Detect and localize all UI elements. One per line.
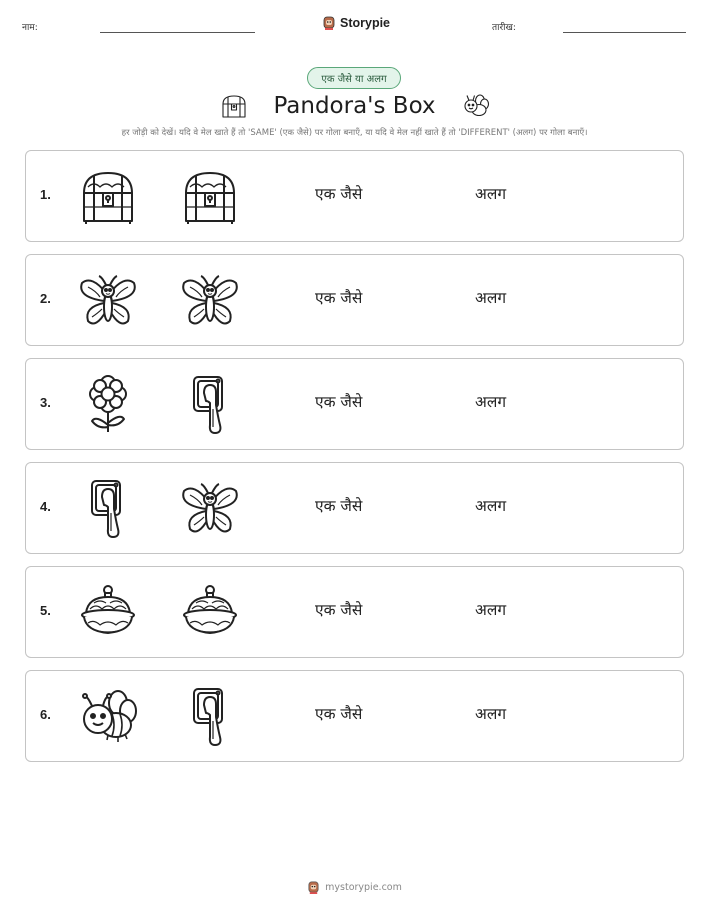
row-number: 3. [40,395,51,410]
question-row-3 [25,358,684,450]
same-option[interactable]: एक जैसे [315,497,363,515]
butterfly-icon [180,271,240,331]
jewel-box-icon [78,583,138,643]
flower-icon [78,375,138,435]
question-row-4 [25,462,684,554]
key-lock-icon [180,375,240,435]
different-option[interactable]: अलग [475,289,507,307]
key-lock-icon [78,479,138,539]
different-option[interactable]: अलग [475,601,507,619]
footer [0,880,709,895]
same-option[interactable]: एक जैसे [315,393,363,411]
date-label: तारीख: [492,23,516,33]
question-row-1 [25,150,684,242]
question-row-5 [25,566,684,658]
different-option[interactable]: अलग [475,497,507,515]
treasure-chest-icon [180,167,240,227]
different-option[interactable]: अलग [475,705,507,723]
butterfly-icon [180,479,240,539]
footer-site-link[interactable]: mystorypie.com [325,882,402,893]
instructions: हर जोड़ी को देखें। यदि वे मेल खाते हैं तो 'SAME' (एक जैसे) पर गोला बनाएँ, या यदि वे मेल नहीं खाते हैं तो 'DIFFERENT' (अलग) पर गोला बनाएँ। [121,128,588,138]
same-option[interactable]: एक जैसे [315,185,363,203]
treasure-chest-icon [78,167,138,227]
same-option[interactable]: एक जैसे [315,601,363,619]
same-option[interactable]: एक जैसे [315,289,363,307]
row-number: 5. [40,603,51,618]
butterfly-icon [78,271,138,331]
date-line[interactable] [563,32,686,33]
row-number: 4. [40,499,51,514]
worksheet-title: Pandora's Box [273,93,436,119]
name-line[interactable] [100,32,255,33]
bee-icon [78,687,138,747]
name-label: नाम: [22,23,38,33]
question-row-2 [25,254,684,346]
key-lock-icon [180,687,240,747]
question-row-6 [25,670,684,762]
bee-icon [461,91,491,121]
jewel-box-icon [180,583,240,643]
different-option[interactable]: अलग [475,185,507,203]
brand-name: Storypie [340,16,391,30]
storypie-mascot-icon [307,880,320,895]
row-number: 1. [40,187,51,202]
brand-logo [322,13,390,33]
different-option[interactable]: अलग [475,393,507,411]
row-number: 6. [40,707,51,722]
category-pill: एक जैसे या अलग [307,67,401,89]
storypie-mascot-icon [322,15,336,31]
row-number: 2. [40,291,51,306]
same-option[interactable]: एक जैसे [315,705,363,723]
